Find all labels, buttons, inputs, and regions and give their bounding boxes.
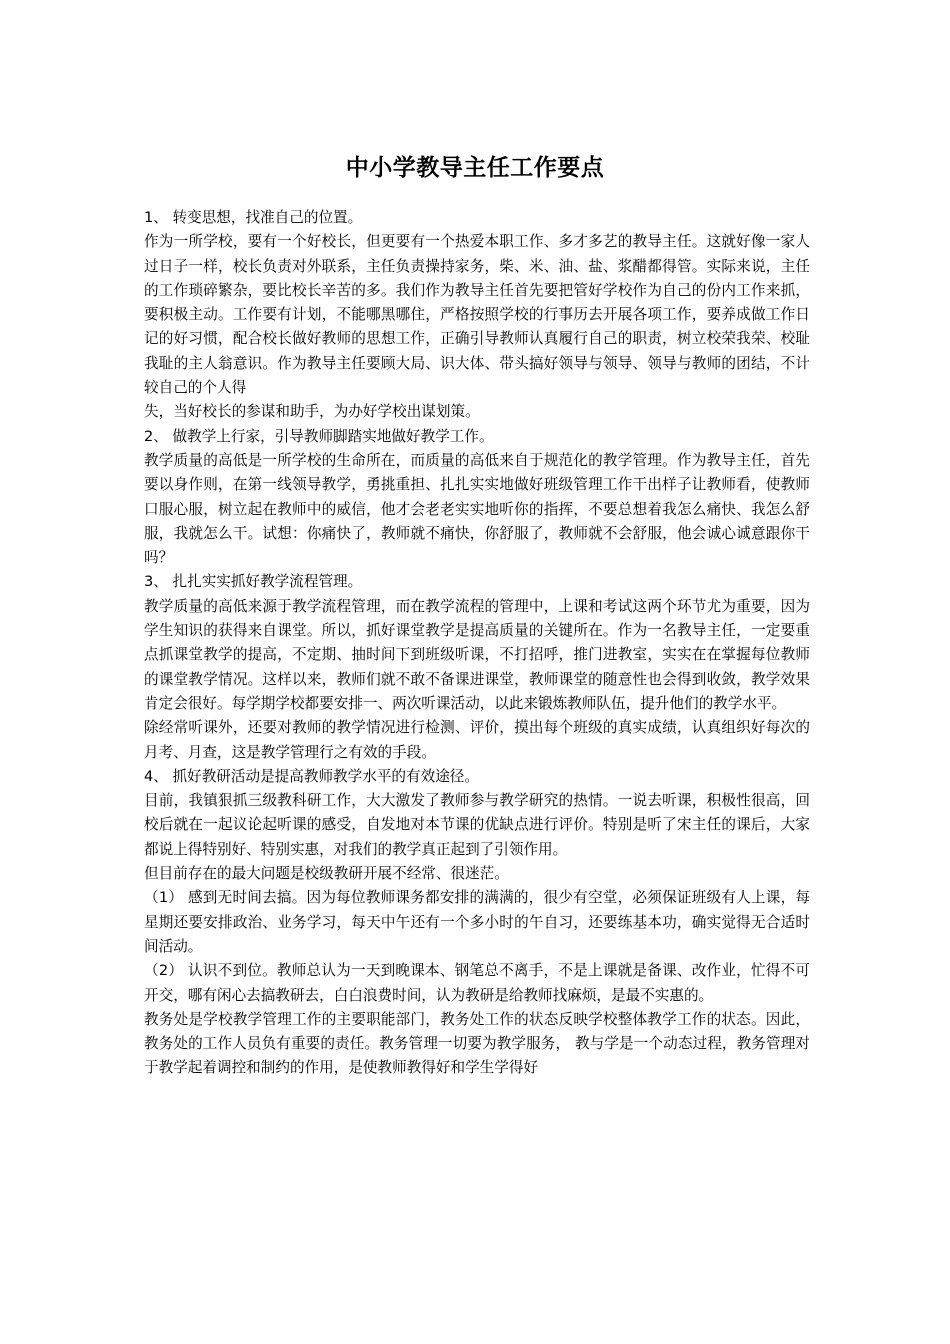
document-body xyxy=(144,206,810,1081)
paragraph: 但目前存在的最大问题是校级教研开展不经常、很迷茫。 xyxy=(144,865,509,883)
paragraph: 除经常听课外，还要对教师的教学情况进行检测、评价，摸出每个班级的真实成绩，认真组织好每次的月考、月查，这是教学管理行之有效的手段。 xyxy=(144,719,810,761)
section-heading-2: 2、 做教学上行家，引导教师脚踏实地做好教学工作。 xyxy=(144,427,494,445)
paragraph: 教务处是学校教学管理工作的主要职能部门，教务处工作的状态反映学校整体教学工作的状态。因此，教务处的工作人员负有重要的责任。教务管理一切要为教学服务， 教与学是一个动态过程，教务管理对于教学起着调控和制约的作用，是使教师教得好和学生学得好 xyxy=(144,1010,810,1077)
paragraph: 失，当好校长的参谋和助手，为办好学校出谋划策。 xyxy=(144,403,480,421)
section-heading-4: 4、 抓好教研活动是提高教师教学水平的有效途径。 xyxy=(144,767,479,785)
section-heading-3: 3、 扎扎实实抓好教学流程管理。 xyxy=(144,573,363,591)
paragraph: 教学质量的高低来源于教学流程管理，而在教学流程的管理中，上课和考试这两个环节尤为重要，因为学生知识的获得来自课堂。所以，抓好课堂教学是提高质量的关键所在。作为一名教导主任，一定要重点抓课堂教学的提高，不定期、抽时间下到班级听课，不打招呼，推门进教室，实实在在掌握每位教师的课堂教学情况。这样以来，教师们就不敢不备课进课堂，教师课堂的随意性也会得到收敛，教学效果肯定会很好。每学期学校都要安排一、两次听课活动，以此来锻炼教师队伍，提升他们的教学水平。 xyxy=(144,597,810,712)
list-item: （1） 感到无时间去搞。因为每位教师课务都安排的满满的，很少有空堂，必须保证班级有人上课，每星期还要安排政治、业务学习，每天中午还有一个多小时的午自习，还要练基本功，确实觉得无合适时间活动。 xyxy=(144,889,810,955)
paragraph: 教学质量的高低是一所学校的生命所在，而质量的高低来自于规范化的教学管理。作为教导主任，首先要以身作则，在第一线领导教学，勇挑重担、扎扎实实地做好班级管理工作干出样子让教师看，使教师口服心服，树立起在教师中的威信，他才会老老实实地听你的指挥，不要总想着我怎么痛快、我怎么舒服，我就怎么干。试想：你痛快了，教师就不痛快，你舒服了，教师就不会舒服，他会诚心诚意跟你干吗？ xyxy=(144,451,810,567)
document-title: 中小学教导主任工作要点 xyxy=(345,155,605,181)
section-heading-1: 1、 转变思想，找准自己的位置。 xyxy=(144,209,363,226)
paragraph: 作为一所学校，要有一个好校长，但更要有一个热爱本职工作、多才多艺的教导主任。这就好像一家人过日子一样，校长负责对外联系，主任负责操持家务，柴、米、油、盐、浆醋都得管。实际来说，主任的工作琐碎繁杂，要比校长辛苦的多。我们作为教导主任首先要把管好学校作为自己的份内工作来抓，要积极主动。工作要有计划，不能哪黑哪住，严格按照学校的行事历去开展各项工作，要养成做工作日记的好习惯，配合校长做好教师的思想工作，正确引导教师认真履行自己的职责，树立校荣我荣、校耻我耻的主人翁意识。作为教导主任要顾大局、识大体、带头搞好领导与领导、领导与教师的团结，不计较自己的个人得 xyxy=(144,233,810,397)
paragraph: 目前，我镇狠抓三级教科研工作，大大激发了教师参与教学研究的热情。一说去听课，积极性很高，回校后就在一起议论起听课的感受，自发地对本节课的优缺点进行评价。特别是听了宋主任的课后，大家都说上得特别好、特别实惠，对我们的教学真正起到了引领作用。 xyxy=(144,792,810,858)
list-item: （2） 认识不到位。教师总认为一天到晚课本、钢笔总不离手，不是上课就是备课、改作业，忙得不可开交，哪有闲心去搞教研去，白白浪费时间，认为教研是给教师找麻烦，是最不实惠的。 xyxy=(144,962,810,1004)
